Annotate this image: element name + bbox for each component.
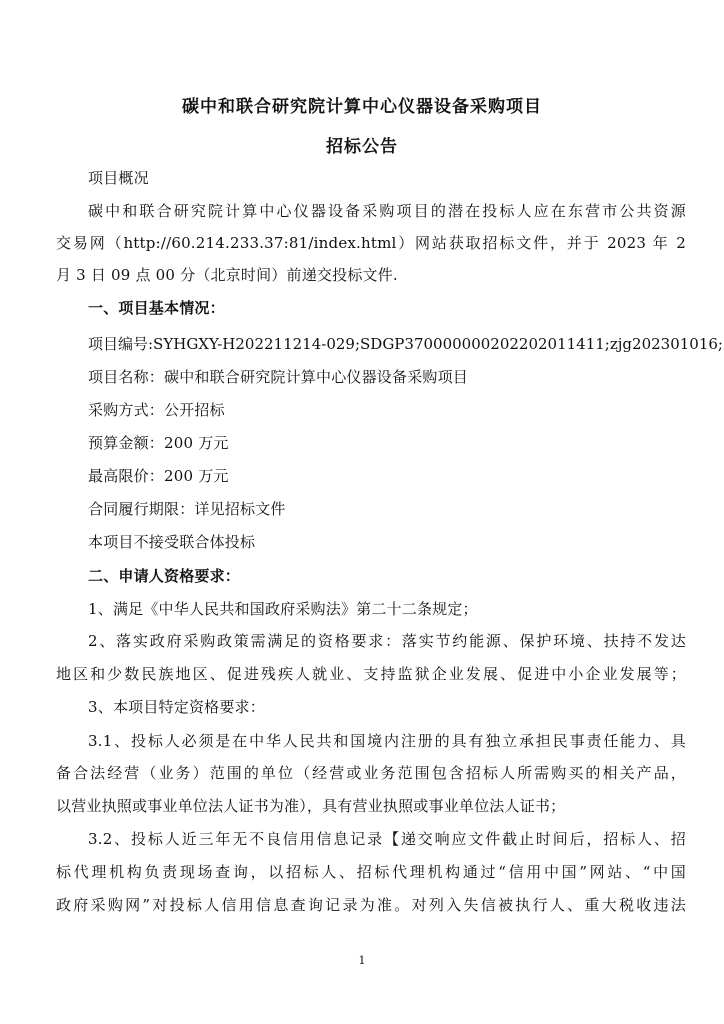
requirement-3-2-line: 3.2、投标人近三年无不良信用信息记录【递交响应文件截止时间后，招标人、招 [88, 830, 686, 848]
max-price: 最高限价：200 万元 [88, 467, 229, 485]
document-subtitle: 招标公告 [326, 137, 398, 157]
procurement-method: 采购方式：公开招标 [88, 401, 225, 419]
requirement-3-2-line: 政府采购网”对投标人信用信息查询记录为准。对列入失信被执行人、重大税收违法 [56, 896, 686, 914]
overview-line: 交易网（http://60.214.233.37:81/index.html）网站获取招标文件，并于 2023 年 2 [56, 234, 686, 252]
requirement-1: 1、满足《中华人民共和国政府采购法》第二十二条规定； [88, 600, 478, 618]
consortium-note: 本项目不接受联合体投标 [88, 533, 256, 551]
requirement-3: 3、本项目特定资格要求： [88, 698, 265, 716]
section-heading-basic-info: 一、项目基本情况： [88, 299, 225, 317]
section-heading-qualifications: 二、申请人资格要求： [88, 567, 241, 585]
budget-amount: 预算金额：200 万元 [88, 434, 229, 452]
requirement-3-2-line: 标代理机构负责现场查询，以招标人、招标代理机构通过“信用中国”网站、“中国 [56, 863, 686, 881]
overview-line: 月 3 日 09 点 00 分（北京时间）前递交投标文件. [56, 266, 398, 284]
requirement-3-1-line: 以营业执照或事业单位法人证书为准），具有营业执照或事业单位法人证书； [56, 797, 566, 815]
contract-period: 合同履行期限：详见招标文件 [88, 500, 286, 518]
requirement-2-line: 地区和少数民族地区、促进残疾人就业、支持监狱企业发展、促进中小企业发展等； [56, 665, 686, 683]
requirement-3-1-line: 备合法经营（业务）范围的单位（经营或业务范围包含招标人所需购买的相关产品， [56, 764, 686, 782]
requirement-2-line: 2、落实政府采购政策需满足的资格要求：落实节约能源、保护环境、扶持不发达 [88, 632, 686, 650]
project-name: 项目名称：碳中和联合研究院计算中心仪器设备采购项目 [88, 368, 469, 386]
project-number: 项目编号:SYHGXY-H202211214-029;SDGP370000000202202011411;zjg202301016; [88, 335, 723, 353]
overview-heading: 项目概况 [88, 169, 149, 187]
document-title: 碳中和联合研究院计算中心仪器设备采购项目 [182, 97, 542, 117]
page-number: 1 [358, 954, 366, 967]
requirement-3-1-line: 3.1、投标人必须是在中华人民共和国境内注册的具有独立承担民事责任能力、具 [88, 732, 686, 750]
overview-line: 碳中和联合研究院计算中心仪器设备采购项目的潜在投标人应在东营市公共资源 [88, 202, 686, 220]
